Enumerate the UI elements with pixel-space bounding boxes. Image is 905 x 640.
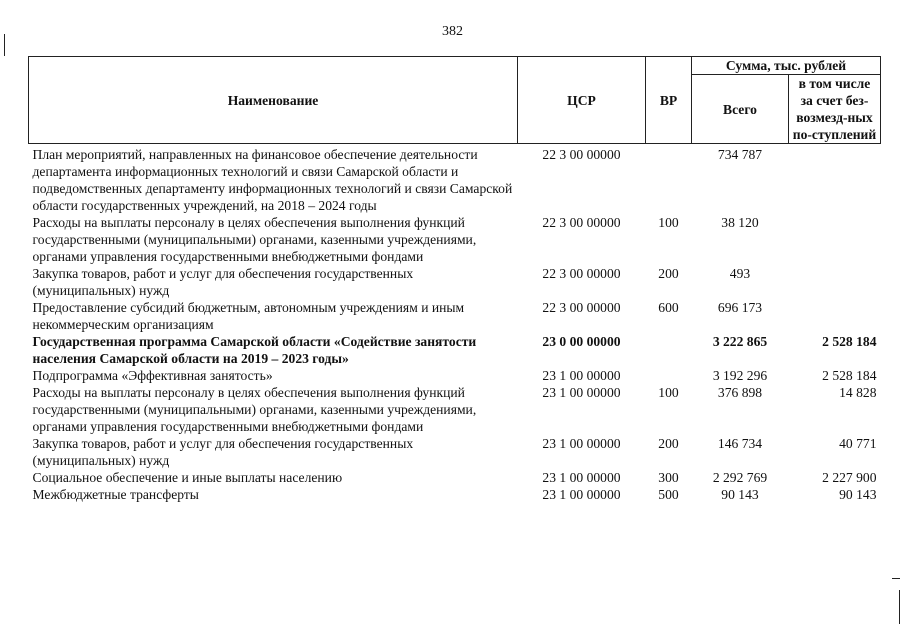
table-row [29, 214, 881, 265]
row-gratuitous [789, 299, 881, 333]
row-csr: 22 3 00 00000 [542, 266, 621, 281]
row-total: 3 222 865 [712, 334, 768, 349]
row-vr: 200 [658, 436, 679, 451]
row-total: 2 292 769 [712, 470, 768, 485]
table-row [29, 144, 881, 215]
row-vr [646, 144, 692, 215]
row-csr: 23 1 00 00000 [542, 385, 621, 400]
header-gratuitous: в том числе за счет без-возмезд-ных по-ступлений [789, 75, 881, 144]
table-row [29, 367, 881, 384]
row-csr: 23 0 00 00000 [542, 334, 621, 349]
row-name: Расходы на выплаты персоналу в целях обеспечения выполнения функций государственными (муниципальными) органами, казенными учреждениями, органами управления государственными внебюджетными фондами [32, 385, 477, 434]
row-total: 146 734 [717, 436, 763, 451]
row-csr: 22 3 00 00000 [542, 147, 621, 162]
table-row [29, 333, 881, 367]
row-vr [646, 333, 692, 367]
row-vr: 100 [658, 385, 679, 400]
table-row [29, 265, 881, 299]
row-csr: 23 1 00 00000 [542, 436, 621, 451]
row-gratuitous: 40 771 [839, 436, 877, 451]
table-row [29, 299, 881, 333]
row-name: План мероприятий, направленных на финансовое обеспечение деятельности департамента информационных технологий и связи Самарской области и подведомственных департаменту информационных технологий и связи Самарской области государственных учреждений, на 2018 – 2024 годы [32, 147, 513, 213]
row-vr: 200 [658, 266, 679, 281]
row-csr: 23 1 00 00000 [542, 368, 621, 383]
row-gratuitous: 14 828 [839, 385, 877, 400]
table-row [29, 435, 881, 469]
scan-edge-mark-right [899, 590, 900, 624]
row-gratuitous: 90 143 [839, 487, 877, 502]
header-csr: ЦСР [518, 57, 646, 144]
table-header [29, 57, 881, 144]
row-name: Межбюджетные трансферты [32, 487, 199, 502]
row-csr: 22 3 00 00000 [542, 300, 621, 315]
row-vr: 300 [658, 470, 679, 485]
header-total: Всего [692, 75, 789, 144]
row-total: 493 [729, 266, 751, 281]
row-name: Предоставление субсидий бюджетным, автономным учреждениям и иным некоммерческим организациям [32, 300, 465, 332]
row-name: Закупка товаров, работ и услуг для обеспечения государственных (муниципальных) нужд [32, 266, 414, 298]
budget-table [28, 56, 881, 507]
table-row [29, 469, 881, 486]
row-gratuitous: 2 528 184 [822, 368, 877, 383]
row-total: 734 787 [717, 147, 763, 162]
row-total: 3 192 296 [712, 368, 768, 383]
row-gratuitous [789, 144, 881, 215]
row-gratuitous [789, 214, 881, 265]
scan-edge-tick [892, 578, 900, 579]
table-row [29, 486, 881, 507]
row-csr: 23 1 00 00000 [542, 487, 621, 502]
row-total: 38 120 [721, 215, 759, 230]
page-number: 382 [442, 24, 463, 39]
row-name: Закупка товаров, работ и услуг для обеспечения государственных (муниципальных) нужд [32, 436, 414, 468]
row-name: Государственная программа Самарской области «Содействие занятости населения Самарской области на 2019 – 2023 годы» [32, 334, 477, 366]
row-name: Подпрограмма «Эффективная занятость» [32, 368, 273, 383]
row-total: 376 898 [717, 385, 763, 400]
table-body [29, 144, 881, 508]
scan-edge-mark-left [4, 34, 5, 56]
row-vr [646, 367, 692, 384]
row-csr: 23 1 00 00000 [542, 470, 621, 485]
row-name: Расходы на выплаты персоналу в целях обеспечения выполнения функций государственными (муниципальными) органами, казенными учреждениями, органами управления государственными внебюджетными фондами [32, 215, 477, 264]
row-vr: 100 [658, 215, 679, 230]
row-total: 90 143 [721, 487, 759, 502]
row-gratuitous: 2 528 184 [822, 334, 877, 349]
row-gratuitous: 2 227 900 [822, 470, 877, 485]
row-csr: 22 3 00 00000 [542, 215, 621, 230]
row-vr: 500 [658, 487, 679, 502]
row-vr: 600 [658, 300, 679, 315]
header-vr: ВР [646, 57, 692, 144]
header-name: Наименование [29, 57, 518, 144]
table-row [29, 384, 881, 435]
header-sum-group: Сумма, тыс. рублей [692, 57, 881, 75]
row-name: Социальное обеспечение и иные выплаты населению [32, 470, 343, 485]
row-gratuitous [789, 265, 881, 299]
row-total: 696 173 [717, 300, 763, 315]
